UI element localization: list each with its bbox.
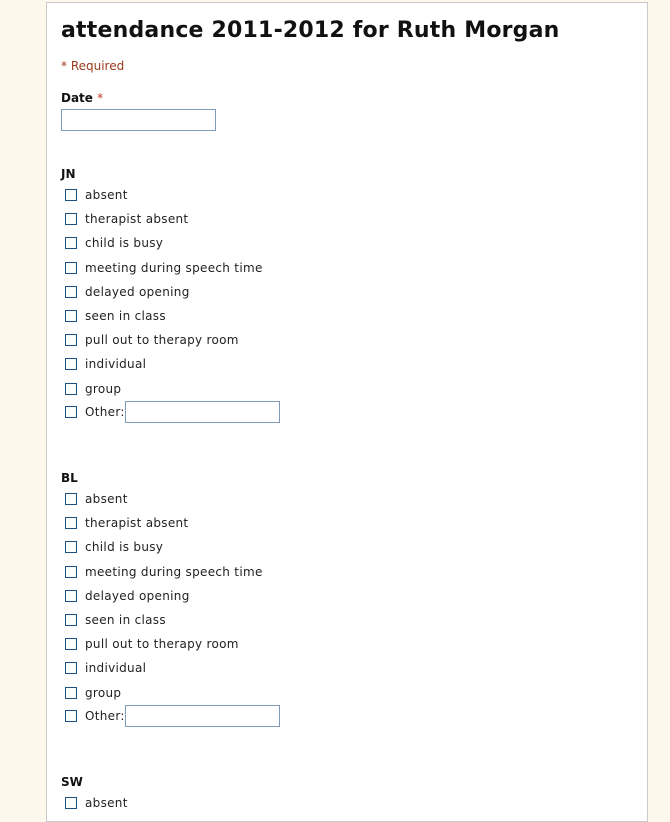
option-label: delayed opening [85,284,190,299]
option-label: seen in class [85,612,166,627]
option-label: Other: [85,708,125,723]
option-label: child is busy [85,540,164,555]
checkbox-option-other[interactable] [61,706,621,730]
checkbox[interactable] [65,237,77,249]
option-label: delayed opening [85,588,190,603]
checkbox[interactable] [65,638,77,650]
checkbox[interactable] [65,213,77,225]
checkbox[interactable] [65,493,77,505]
checkbox-option[interactable] [61,208,621,232]
date-input[interactable] [61,109,216,131]
checkbox[interactable] [65,614,77,626]
checkbox-option[interactable] [61,792,621,816]
checkbox[interactable] [65,517,77,529]
checkbox-option[interactable] [61,561,621,585]
option-label: individual [85,357,147,372]
checkbox-option[interactable] [61,682,621,706]
checkbox-option[interactable] [61,353,621,377]
checkbox-group [61,792,621,816]
checkbox[interactable] [65,541,77,553]
option-label: therapist absent [85,516,189,531]
option-label: absent [85,796,128,810]
option-label: group [85,685,122,700]
option-label: seen in class [85,308,166,323]
option-label: absent [85,188,128,202]
checkbox-option-other[interactable] [61,402,621,426]
checkbox-option[interactable] [61,512,621,536]
option-label: child is busy [85,236,164,251]
question-title: JN [61,167,76,181]
checkbox-option[interactable] [61,536,621,560]
checkbox-option[interactable] [61,329,621,353]
option-label: pull out to therapy room [85,333,239,348]
question-title: BL [61,471,78,485]
option-label: pull out to therapy room [85,637,239,652]
date-label [61,91,103,105]
checkbox-option[interactable] [61,488,621,512]
checkbox[interactable] [65,310,77,322]
checkbox-option[interactable] [61,305,621,329]
checkbox[interactable] [65,797,77,809]
option-label: Other: [85,404,125,419]
form-title: attendance 2011-2012 for Ruth Morgan [61,18,560,43]
other-text-input[interactable] [125,401,280,423]
checkbox[interactable] [65,710,77,722]
checkbox-option[interactable] [61,657,621,681]
checkbox-option[interactable] [61,281,621,305]
checkbox-group [61,184,621,426]
date-label-text: Date [61,91,93,105]
checkbox[interactable] [65,590,77,602]
form-container [46,2,648,822]
checkbox[interactable] [65,334,77,346]
checkbox-option[interactable] [61,184,621,208]
question-title: SW [61,775,83,789]
checkbox[interactable] [65,566,77,578]
required-asterisk: * [97,91,104,105]
checkbox-group [61,488,621,730]
checkbox-option[interactable] [61,633,621,657]
required-note: * Required [61,59,125,73]
option-label: meeting during speech time [85,260,263,275]
checkbox[interactable] [65,406,77,418]
other-text-input[interactable] [125,705,280,727]
option-label: meeting during speech time [85,564,263,579]
checkbox[interactable] [65,262,77,274]
checkbox[interactable] [65,383,77,395]
option-label: therapist absent [85,212,189,227]
option-label: group [85,381,122,396]
checkbox-option[interactable] [61,609,621,633]
checkbox[interactable] [65,687,77,699]
checkbox-option[interactable] [61,232,621,256]
checkbox[interactable] [65,358,77,370]
checkbox-option[interactable] [61,378,621,402]
checkbox-option[interactable] [61,585,621,609]
checkbox[interactable] [65,286,77,298]
checkbox[interactable] [65,189,77,201]
option-label: absent [85,492,128,506]
checkbox[interactable] [65,662,77,674]
checkbox-option[interactable] [61,257,621,281]
option-label: individual [85,661,147,676]
